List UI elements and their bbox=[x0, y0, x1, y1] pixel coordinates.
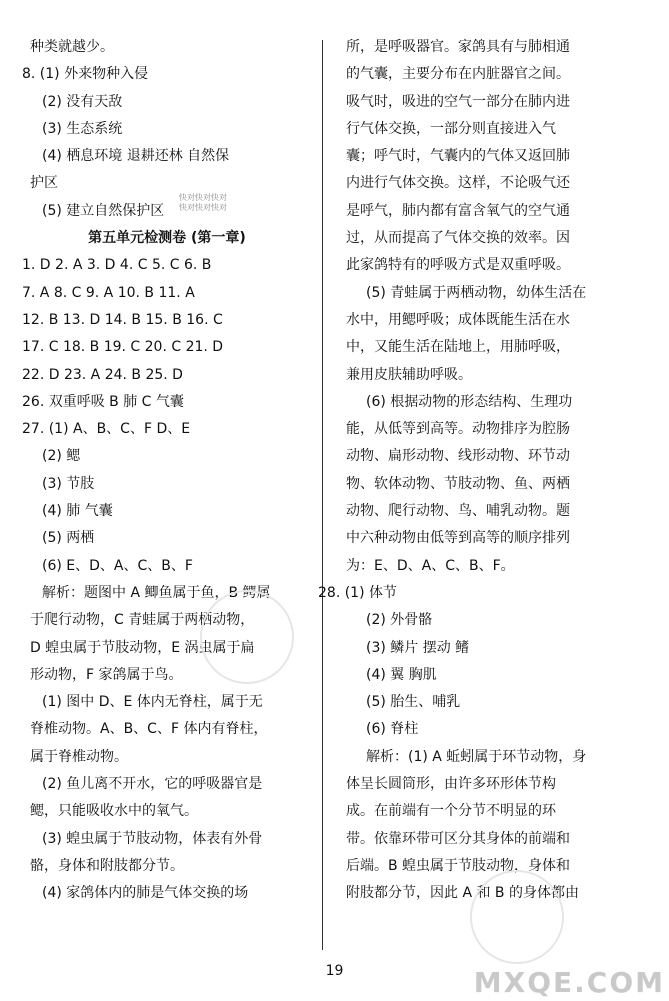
text-line: (5) 青蛙属于两栖动物，幼体生活在 bbox=[366, 284, 587, 301]
text-line: 后端。B 蝗虫属于节肢动物，身体和 bbox=[346, 857, 571, 874]
text-line: 中，又能生活在陆地上，用肺呼吸， bbox=[346, 339, 570, 356]
right-column bbox=[318, 34, 646, 908]
text-line: 为：E、D、A、C、B、F。 bbox=[346, 557, 515, 574]
text-line: (4) 家鸽体内的肺是气体交换的场 bbox=[42, 885, 249, 902]
text-line: 护区 bbox=[30, 175, 58, 192]
text-line: 属于脊椎动物。 bbox=[30, 748, 128, 765]
text-line: 带。依靠环带可区分其身体的前端和 bbox=[346, 830, 570, 847]
text-line: (6) 脊柱 bbox=[366, 721, 419, 738]
text-line: 脊椎动物。A、B、C、F 体内有脊柱， bbox=[30, 721, 268, 738]
text-line: 兼用皮肤辅助呼吸。 bbox=[346, 366, 472, 383]
text-line: 8. (1) 外来物种入侵 bbox=[22, 66, 149, 83]
left-column bbox=[22, 34, 312, 908]
text-line: (4) 肺 气囊 bbox=[42, 503, 113, 520]
page-number: 19 bbox=[325, 963, 344, 979]
text-line: 物、软体动物、节肢动物、鱼、两栖 bbox=[346, 475, 570, 492]
text-line: 行气体交换，一部分则直接进入气 bbox=[346, 120, 556, 137]
column-divider bbox=[322, 40, 323, 950]
text-line: 26. 双重呼吸 B 肺 C 气囊 bbox=[22, 393, 184, 410]
text-line: (2) 外骨骼 bbox=[366, 612, 433, 629]
text-line: 是呼气，肺内都有富含氧气的空气通 bbox=[346, 202, 570, 219]
text-line: (6) E、D、A、C、B、F bbox=[42, 557, 193, 574]
text-line: 解析：(1) A 蚯蚓属于环节动物，身 bbox=[366, 748, 587, 765]
text-line: 内进行气体交换。这样，不论吸气还 bbox=[346, 175, 570, 192]
text-line: (5) 两栖 bbox=[42, 530, 95, 547]
text-line: 28. (1) 体节 bbox=[318, 584, 397, 601]
text-line: 27. (1) A、B、C、F D、E bbox=[22, 421, 191, 438]
text-line: 成。在前端有一个分节不明显的环 bbox=[346, 803, 556, 820]
text-line: 的气囊，主要分布在内脏器官之间。 bbox=[346, 66, 570, 83]
text-line: 动物、爬行动物、鸟、哺乳动物。题 bbox=[346, 503, 570, 520]
text-line: (3) 生态系统 bbox=[42, 120, 123, 137]
text-line: (5) 建立自然保护区 bbox=[42, 202, 165, 219]
text-line: (5) 胎生、哺乳 bbox=[366, 694, 461, 711]
text-line: 于爬行动物，C 青蛙属于两栖动物， bbox=[30, 612, 255, 629]
text-line: 附肢都分节，因此 A 和 B 的身体都由 bbox=[346, 885, 579, 902]
watermark-stamp bbox=[168, 193, 238, 213]
text-line: 囊；呼气时，气囊内的气体又返回肺 bbox=[346, 148, 570, 165]
text-line: 12. B 13. D 14. B 15. B 16. C bbox=[22, 311, 223, 328]
text-line: 吸气时，吸进的空气一部分在肺内进 bbox=[346, 93, 570, 110]
text-line: 动物、扁形动物、线形动物、环节动 bbox=[346, 448, 570, 465]
text-line: 水中，用鳃呼吸；成体既能生活在水 bbox=[346, 311, 570, 328]
text-line: 22. D 23. A 24. B 25. D bbox=[22, 366, 183, 383]
text-line: (1) 图中 D、E 体内无脊柱，属于无 bbox=[42, 694, 263, 711]
text-line: 体呈长圆筒形，由许多环形体节构 bbox=[346, 776, 556, 793]
text-line: 中六种动物由低等到高等的顺序排列 bbox=[346, 530, 570, 547]
text-line: 鳃，只能吸收水中的氧气。 bbox=[30, 803, 198, 820]
text-line: D 蝗虫属于节肢动物，E 涡虫属于扁 bbox=[30, 639, 255, 656]
text-line: (2) 鱼儿离不开水，它的呼吸器官是 bbox=[42, 776, 263, 793]
text-line: 7. A 8. C 9. A 10. B 11. A bbox=[22, 284, 195, 301]
text-line: 1. D 2. A 3. D 4. C 5. C 6. B bbox=[22, 257, 212, 274]
watermark-stamp-line: 快对快对快对 bbox=[179, 193, 227, 202]
text-line: (2) 鳃 bbox=[42, 448, 81, 465]
text-line: 能，从低等到高等。动物排序为腔肠 bbox=[346, 421, 570, 438]
watermark-logo: MXQE.COM bbox=[473, 966, 665, 999]
text-line: (4) 翼 胸肌 bbox=[366, 666, 437, 683]
text-line: (2) 没有天敌 bbox=[42, 93, 123, 110]
text-line: 第五单元检测卷 (第一章) bbox=[88, 230, 246, 247]
text-line: (6) 根据动物的形态结构、生理功 bbox=[366, 393, 573, 410]
watermark-circle bbox=[470, 870, 564, 964]
text-line: (3) 蝗虫属于节肢动物，体表有外骨 bbox=[42, 830, 263, 847]
text-line: 此家鸽特有的呼吸方式是双重呼吸。 bbox=[346, 257, 570, 274]
watermark-circle bbox=[200, 590, 294, 684]
text-line: (4) 栖息环境 退耕还林 自然保 bbox=[42, 148, 230, 165]
text-line: 所，是呼吸器官。家鸽具有与肺相通 bbox=[346, 39, 570, 55]
text-line: (3) 节肢 bbox=[42, 475, 95, 492]
text-line: 骼，身体和附肢都分节。 bbox=[30, 857, 184, 874]
text-line: (3) 鳞片 摆动 鳍 bbox=[366, 639, 470, 656]
text-line: 解析：题图中 A 鲫鱼属于鱼，B 鳄属 bbox=[42, 584, 271, 601]
text-line: 种类就越少。 bbox=[30, 39, 114, 55]
watermark-stamp-line: 快对快对快对 bbox=[179, 203, 227, 212]
text-line: 过，从而提高了气体交换的效率。因 bbox=[346, 230, 570, 247]
text-line: 形动物，F 家鸽属于鸟。 bbox=[30, 666, 183, 683]
text-line: 17. C 18. B 19. C 20. C 21. D bbox=[22, 339, 224, 356]
